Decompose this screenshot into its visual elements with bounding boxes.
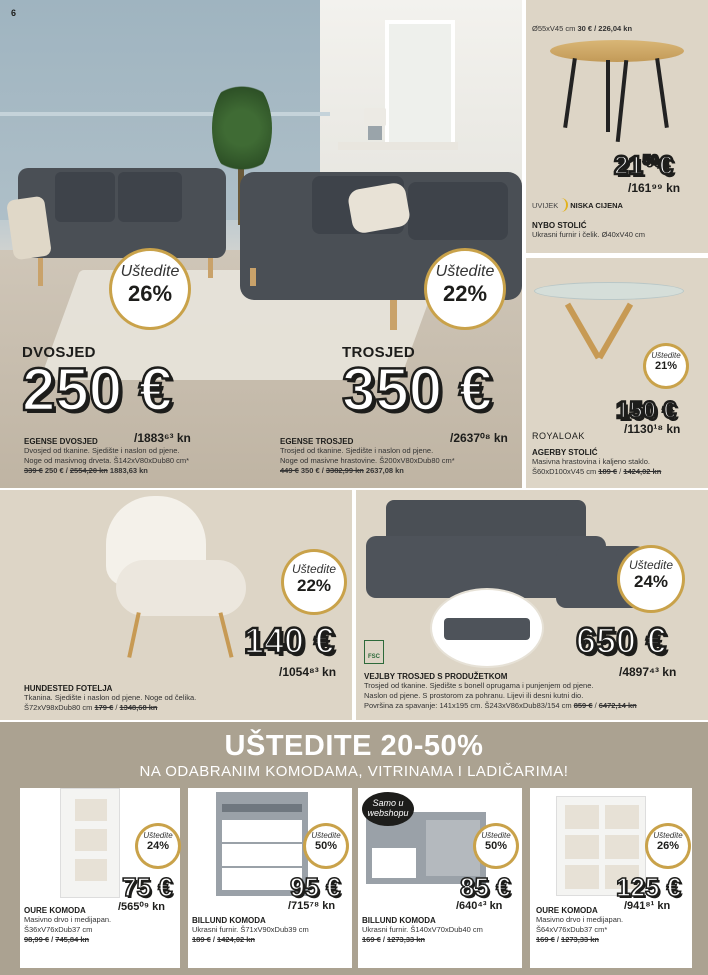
product-dims: Š64xV76xDub37 cm* (536, 925, 608, 934)
product-name: VEJLBY TROSJED S PRODUŽETKOM (364, 672, 508, 681)
save-percent: 50% (314, 840, 338, 852)
save-label: Uštedite (653, 831, 683, 840)
basket-drawer (565, 805, 599, 829)
dresser-card (358, 788, 522, 968)
product-name: BILLUND KOMODA (362, 916, 436, 925)
save-badge (306, 826, 346, 866)
product-name: EGENSE DVOSJED (24, 437, 98, 446)
save-percent: 22% (296, 576, 332, 595)
sofa-bed-illustration (444, 618, 530, 640)
product-desc: Naslon od pjene. S prostorom za pohranu. Lijevi ili desni kutni dio. (364, 691, 584, 700)
product-info (536, 906, 686, 945)
dresser-photo (60, 788, 120, 898)
basket-drawer (605, 835, 639, 859)
dresser-card (188, 788, 352, 968)
nybo-dims: Ø55xV45 cm 30 € / 226,04 kn (532, 24, 633, 33)
save-label: Uštedite (651, 351, 681, 360)
product-dims: Š72xV98xDub80 cm 179 € / 1348,68 kn (24, 703, 158, 712)
product-desc: Trosjed od tkanine. Sjedište i naslon od pjene. (280, 446, 434, 455)
basket-drawer (75, 859, 107, 881)
brand-royal-oak: ROYALOAK (532, 431, 585, 441)
product-name: BILLUND KOMODA (192, 916, 266, 925)
product-desc: Dvosjed od tkanine. Sjedište i naslon od pjene. (24, 446, 180, 455)
product-desc: Ukrasni furnir. Š71xV90xDub39 cm (192, 925, 309, 934)
product-dims: Š60xD100xV45 cm 189 € / 1424,02 kn (532, 467, 662, 476)
save-percent: 24% (146, 840, 170, 852)
product-desc: Masivna hrastovina i kaljeno staklo. (532, 457, 650, 466)
old-price: 189 € / 1424,02 kn (192, 935, 255, 944)
price-kn: /1883⁶³ kn (134, 431, 191, 445)
save-percent: 21% (654, 360, 678, 372)
basket-drawer (605, 805, 639, 829)
nybo-table-top (550, 40, 684, 62)
save-percent: 22% (442, 281, 488, 306)
open-shelves (426, 820, 480, 876)
price-kn: /565⁰⁹ kn (118, 901, 165, 913)
product-name: OURE KOMODA (536, 906, 598, 915)
product-desc: Noge od masivnog drveta. Š142xV80xDub80 cm* (24, 456, 190, 465)
save-badge (284, 552, 344, 612)
product-desc: Ukrasni furnir i čelik. Ø40xV40 cm (532, 230, 645, 239)
basket-drawer (75, 829, 107, 851)
save-label: Uštedite (628, 558, 674, 572)
promo-title: UŠTEDITE 20-50% (224, 730, 484, 762)
save-percent: 50% (484, 840, 508, 852)
product-name: HUNDESTED FOTELJA (24, 684, 113, 693)
save-badge (648, 826, 688, 866)
old-price: 98,99 € / 745,84 kn (24, 935, 90, 944)
dresser-drawer (222, 820, 302, 842)
product-dims: Površina za spavanje: 141x195 cm. Š243xV86xDub83/154 cm 859 € / 6472,14 kn (364, 701, 637, 710)
sofa-3-cushion-right (408, 182, 508, 240)
old-new-price: 449 € 350 € / 3382,99 kn 2637,08 kn (280, 466, 404, 475)
save-percent: 26% (127, 281, 173, 306)
armchair-photo (96, 496, 246, 646)
price: 250 € (22, 356, 173, 423)
dresser-card (530, 788, 692, 968)
sofa-2-leg (208, 258, 213, 278)
sofa-bed-inset (432, 590, 542, 666)
price: 95 € (290, 872, 341, 902)
product-dims: Š36xV76xDub37 cm (24, 925, 93, 934)
price-kn: /161⁹⁹ kn (628, 181, 681, 195)
save-label: Uštedite (435, 263, 495, 280)
save-label: Uštedite (120, 263, 180, 280)
price: 650 € (576, 620, 667, 661)
product-info (192, 916, 350, 945)
brand-niska-cijena: UVIJEK NISKA CIJENA (532, 198, 623, 212)
save-label: Uštedite (143, 831, 173, 840)
basket-drawer (75, 799, 107, 821)
price: 75 € (122, 872, 173, 902)
save-label: Uštedite (481, 831, 511, 840)
old-new-price: 339 € 250 € / 2554,20 kn 1883,63 kn (24, 466, 148, 475)
wall-rail (0, 112, 330, 116)
save-badge (620, 548, 682, 610)
product-desc: Noge od masivne hrastovine. Š200xV80xDub80 cm* (280, 456, 455, 465)
product-name: AGERBY STOLIĆ (532, 448, 598, 457)
old-price: 169 € / 1273,33 kn (536, 935, 599, 944)
price: 85 € (460, 872, 511, 902)
sofa-2-cushion-left (55, 172, 115, 222)
dresser-shelf (222, 804, 302, 812)
category-label: TROSJED (342, 344, 415, 361)
plant-leaves (212, 78, 272, 178)
product-info-agerby (532, 448, 708, 477)
webshop-bubble: Samo u webshopu (362, 792, 414, 826)
price: 150 € (616, 397, 677, 424)
save-percent: 26% (656, 840, 680, 852)
brand-swoosh-icon (560, 198, 568, 212)
throw-blanket (6, 196, 52, 261)
save-label: Uštedite (311, 831, 341, 840)
price-kn: /640⁴³ kn (456, 900, 503, 912)
product-desc: Masivno drvo i medijapan. (24, 915, 112, 924)
nybo-price: $21^{50}€$ (614, 150, 673, 180)
fsc-logo: FSC (364, 640, 384, 664)
product-desc: Ukrasni furnir. Š140xV70xDub40 cm (362, 925, 483, 934)
price-kn: /2637⁰⁸ kn (450, 431, 508, 445)
product-desc: Masivno drvo i medijapan. (536, 915, 624, 924)
category-label: DVOSJED (22, 344, 96, 361)
product-name: EGENSE TROSJED (280, 437, 354, 446)
price: 350 € (342, 356, 493, 423)
product-name: NYBO STOLIĆ (532, 221, 587, 230)
sofa-3-leg (250, 268, 256, 286)
promo-subtitle: NA ODABRANIM KOMODAMA, VITRINAMA I LADIČARIMA! (139, 763, 569, 780)
save-percent: 24% (633, 572, 669, 591)
product-info-hundested (24, 684, 334, 713)
window-frame (385, 20, 455, 150)
product-info-egense-3 (280, 437, 520, 476)
product-info (24, 906, 174, 945)
agerby-glass-top (534, 282, 684, 300)
nybo-leg (606, 60, 610, 132)
save-badge (427, 251, 503, 327)
price: 125 € (616, 872, 682, 902)
dresser-drawer (222, 844, 302, 866)
old-price: 169 € / 1273,33 kn (362, 935, 425, 944)
dresser-door (372, 848, 416, 878)
save-label: Uštedite (291, 562, 337, 576)
lamp-base (368, 126, 382, 140)
price-kn: /1054⁸³ kn (279, 665, 337, 679)
product-name: OURE KOMODA (24, 906, 86, 915)
basket-drawer (565, 865, 599, 889)
save-badge (646, 346, 686, 386)
sofa-2-leg (38, 258, 43, 286)
basket-drawer (565, 835, 599, 859)
product-info-nybo (532, 221, 645, 240)
dresser-card (20, 788, 180, 968)
price: 140 € (244, 620, 335, 661)
price-kn: /1130¹⁸ kn (624, 422, 681, 436)
lamp-shade (364, 108, 386, 126)
console-table (338, 142, 458, 150)
product-info-vejlby (364, 672, 704, 711)
product-info-egense-2 (24, 437, 274, 476)
save-badge (112, 251, 188, 327)
price-kn: /715⁷⁸ kn (288, 900, 336, 912)
price-kn: /4897⁴³ kn (619, 665, 677, 679)
price-kn: /941⁸¹ kn (624, 900, 671, 912)
sofa-3-leg (390, 300, 397, 330)
save-badge (138, 826, 178, 866)
product-desc: Tkanina. Sjedište i naslon od pjene. Noge od čelika. (24, 693, 197, 702)
save-badge (476, 826, 516, 866)
armchair-seat (116, 560, 246, 616)
sofa-2-cushion-right (118, 172, 182, 222)
product-info (362, 916, 520, 945)
page-number: 6 (11, 8, 17, 18)
product-desc: Trosjed od tkanine. Sjedište s bonell oprugama i punjenjem od pjene. (364, 681, 594, 690)
